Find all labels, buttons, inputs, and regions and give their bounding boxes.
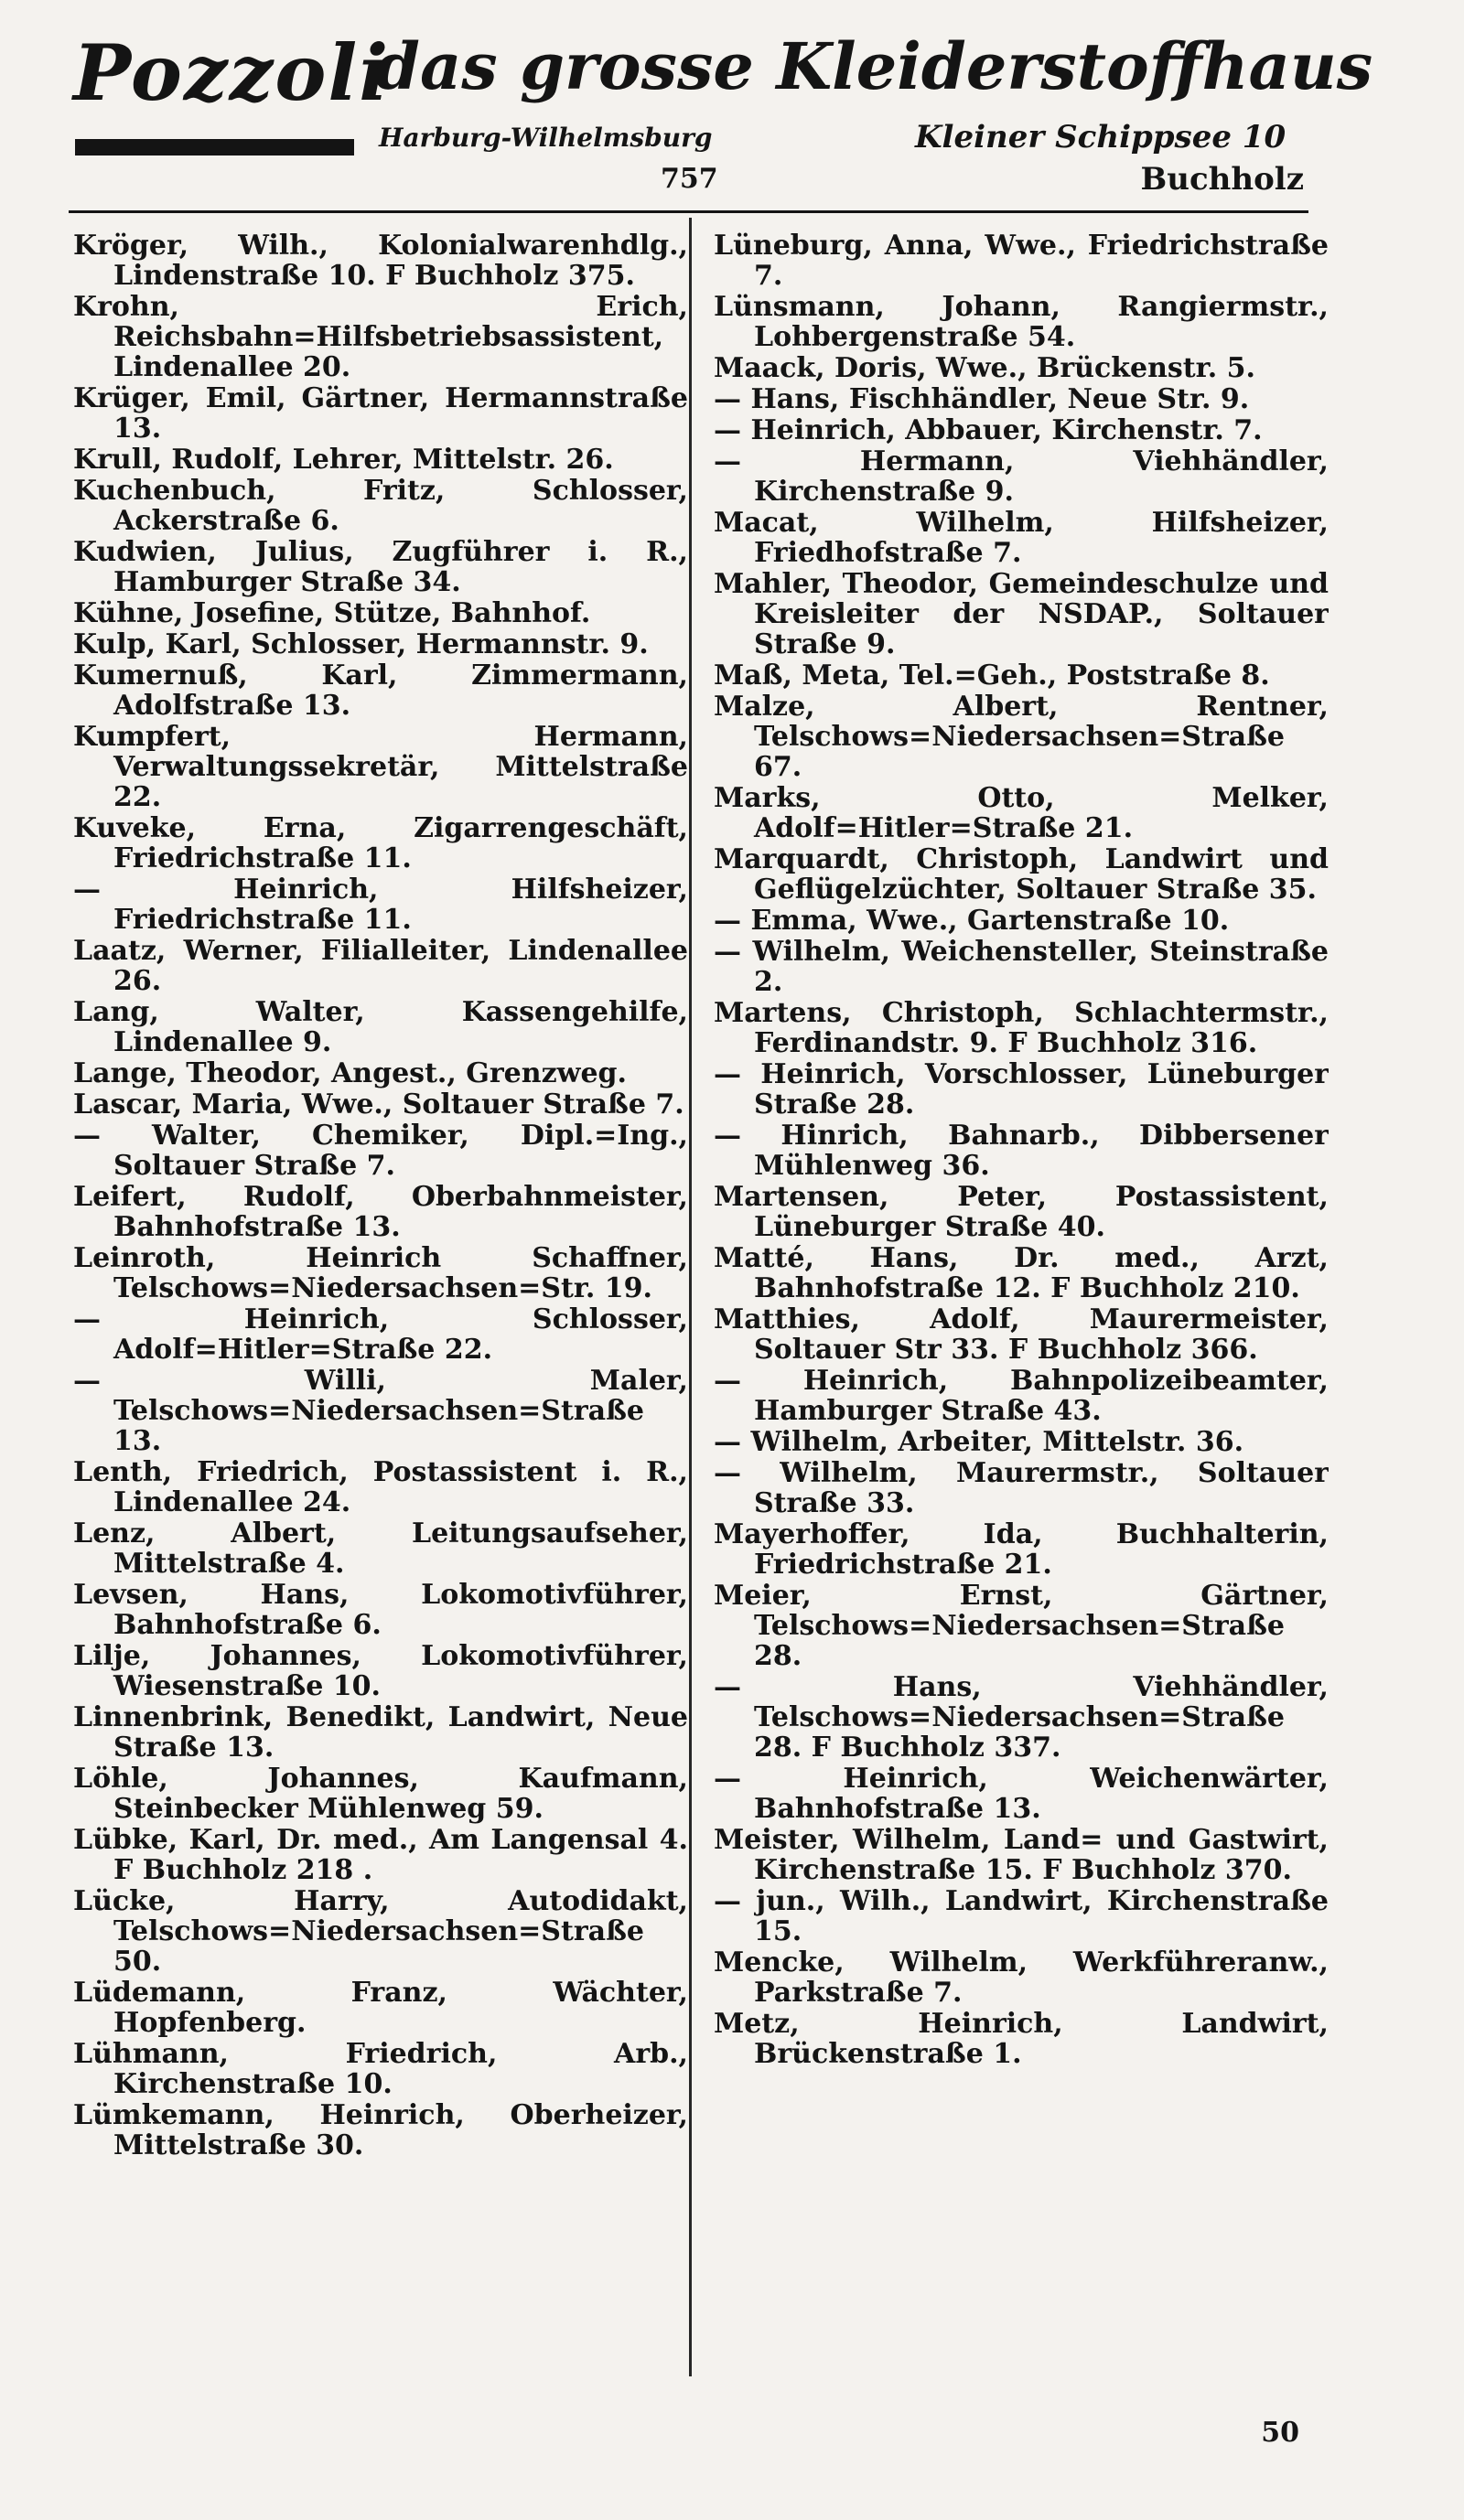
directory-entry: Krüger, Emil, Gärtner, Hermannstraße 13. — [73, 382, 688, 445]
directory-entry: — Hinrich, Bahnarb., Dibbersener Mühlenweg 36. — [714, 1120, 1329, 1182]
page-number: 757 — [661, 163, 718, 195]
directory-entry: Lilje, Johannes, Lokomotivführer, Wiesenstraße 10. — [73, 1640, 688, 1702]
directory-entry: Lascar, Maria, Wwe., Soltauer Straße 7. — [73, 1088, 684, 1121]
directory-entry: — Walter, Chemiker, Dipl.=Ing., Soltauer Straße 7. — [73, 1120, 688, 1182]
directory-entry: Lümkemann, Heinrich, Oberheizer, Mittelstraße 30. — [73, 2099, 688, 2161]
directory-entry: Linnenbrink, Benedikt, Landwirt, Neue Straße 13. — [73, 1701, 688, 1764]
directory-entry: — Heinrich, Weichenwärter, Bahnhofstraße 13. — [714, 1763, 1329, 1825]
directory-entry: Lang, Walter, Kassengehilfe, Lindenallee 9. — [73, 996, 688, 1058]
directory-entry: — Heinrich, Hilfsheizer, Friedrichstraße 11. — [73, 874, 688, 936]
right-column — [714, 231, 1329, 2380]
directory-entry: — Heinrich, Abbauer, Kirchenstr. 7. — [714, 414, 1263, 446]
advertisement-header — [73, 27, 1373, 155]
directory-entry: Kumpfert, Hermann, Verwaltungssekretär, Mittelstraße 22. — [73, 721, 688, 813]
directory-entry: Kumernuß, Karl, Zimmermann, Adolfstraße 13. — [73, 659, 688, 722]
directory-entry: — Hans, Viehhändler, Telschows=Niedersachsen=Straße 28. F Buchholz 337. — [714, 1671, 1329, 1764]
left-column — [73, 231, 688, 2380]
directory-entry: — Wilhelm, Arbeiter, Mittelstr. 36. — [714, 1426, 1244, 1458]
directory-entry: Marks, Otto, Melker, Adolf=Hitler=Straße 21. — [714, 782, 1329, 844]
column-divider — [689, 218, 692, 2376]
directory-entry: Maß, Meta, Tel.=Geh., Poststraße 8. — [714, 659, 1270, 692]
directory-entry: Meier, Ernst, Gärtner, Telschows=Niedersachsen=Straße 28. — [714, 1580, 1329, 1672]
directory-entry: Martensen, Peter, Postassistent, Lüneburger Straße 40. — [714, 1181, 1329, 1243]
directory-entry: Löhle, Johannes, Kaufmann, Steinbecker Mühlenweg 59. — [73, 1763, 688, 1825]
directory-entry: — Hermann, Viehhändler, Kirchenstraße 9. — [714, 445, 1329, 508]
directory-entry: — Hans, Fischhändler, Neue Str. 9. — [714, 383, 1250, 415]
directory-entry: Lünsmann, Johann, Rangiermstr., Lohbergenstraße 54. — [714, 291, 1329, 353]
header-rule — [69, 210, 1308, 213]
directory-entry: Krohn, Erich, Reichsbahn=Hilfsbetriebsassistent, Lindenallee 20. — [73, 291, 688, 383]
directory-entry: Lange, Theodor, Angest., Grenzweg. — [73, 1057, 627, 1089]
directory-entry: Kröger, Wilh., Kolonialwarenhdlg., Lindenstraße 10. F Buchholz 375. — [73, 231, 688, 292]
directory-entry: Leifert, Rudolf, Oberbahnmeister, Bahnhofstraße 13. — [73, 1181, 688, 1243]
directory-entry: Kulp, Karl, Schlosser, Hermannstr. 9. — [73, 628, 649, 660]
directory-entry: Martens, Christoph, Schlachtermstr., Ferdinandstr. 9. F Buchholz 316. — [714, 997, 1329, 1059]
directory-entry: — jun., Wilh., Landwirt, Kirchenstraße 15. — [714, 1885, 1329, 1947]
directory-entry: Lenth, Friedrich, Postassistent i. R., Lindenallee 24. — [73, 1456, 688, 1518]
ad-brand-name: Pozzoli — [73, 27, 391, 118]
directory-entry: Malze, Albert, Rentner, Telschows=Niedersachsen=Straße 67. — [714, 691, 1329, 783]
directory-entry: Levsen, Hans, Lokomotivführer, Bahnhofstraße 6. — [73, 1579, 688, 1641]
ad-slogan: das grosse Kleiderstoffhaus — [375, 28, 1373, 104]
directory-entry: — Wilhelm, Maurermstr., Soltauer Straße 33. — [714, 1457, 1329, 1519]
directory-entry: Meister, Wilhelm, Land= und Gastwirt, Kirchenstraße 15. F Buchholz 370. — [714, 1824, 1329, 1886]
directory-entry: Lüneburg, Anna, Wwe., Friedrichstraße 7. — [714, 231, 1329, 292]
directory-entry: Maack, Doris, Wwe., Brückenstr. 5. — [714, 352, 1255, 384]
directory-entry: Matté, Hans, Dr. med., Arzt, Bahnhofstraße 12. F Buchholz 210. — [714, 1242, 1329, 1304]
directory-entry: Kuchenbuch, Fritz, Schlosser, Ackerstraße 6. — [73, 475, 688, 537]
directory-entry: Kudwien, Julius, Zugführer i. R., Hamburger Straße 34. — [73, 536, 688, 598]
directory-entry: — Heinrich, Schlosser, Adolf=Hitler=Straße 22. — [73, 1303, 688, 1366]
directory-entry: Kuveke, Erna, Zigarrengeschäft, Friedrichstraße 11. — [73, 812, 688, 874]
directory-entry: Leinroth, Heinrich Schaffner, Telschows=Niedersachsen=Str. 19. — [73, 1242, 688, 1304]
sheet-number: 50 — [1261, 2417, 1299, 2449]
running-head-place: Buchholz — [1140, 161, 1304, 198]
directory-entry: Mahler, Theodor, Gemeindeschulze und Kreisleiter der NSDAP., Soltauer Straße 9. — [714, 568, 1329, 660]
directory-entry: — Wilhelm, Weichensteller, Steinstraße 2. — [714, 936, 1329, 998]
directory-entry: Metz, Heinrich, Landwirt, Brückenstraße 1. — [714, 2008, 1329, 2070]
directory-entry: Laatz, Werner, Filialleiter, Lindenallee 26. — [73, 935, 688, 997]
directory-entry: Lücke, Harry, Autodidakt, Telschows=Niedersachsen=Straße 50. — [73, 1885, 688, 1978]
directory-entry: Lüdemann, Franz, Wächter, Hopfenberg. — [73, 1977, 688, 2039]
ad-address: Kleiner Schippsee 10 — [915, 119, 1286, 155]
directory-entry: Kühne, Josefine, Stütze, Bahnhof. — [73, 597, 591, 629]
directory-entry: Matthies, Adolf, Maurermeister, Soltauer Str 33. F Buchholz 366. — [714, 1303, 1329, 1366]
ad-city: Harburg-Wilhelmsburg — [379, 123, 713, 153]
ad-brand-underline — [75, 139, 354, 155]
directory-entry: Macat, Wilhelm, Hilfsheizer, Friedhofstraße 7. — [714, 507, 1329, 569]
directory-entry: — Willi, Maler, Telschows=Niedersachsen=Straße 13. — [73, 1365, 688, 1457]
directory-entry: Mayerhoffer, Ida, Buchhalterin, Friedrichstraße 21. — [714, 1518, 1329, 1581]
directory-entry: Lübke, Karl, Dr. med., Am Langensal 4. F Buchholz 218 . — [73, 1824, 688, 1886]
directory-entry: — Heinrich, Bahnpolizeibeamter, Hamburger Straße 43. — [714, 1365, 1329, 1427]
directory-entry: — Heinrich, Vorschlosser, Lüneburger Straße 28. — [714, 1058, 1329, 1121]
directory-entry: — Emma, Wwe., Gartenstraße 10. — [714, 905, 1230, 937]
directory-entry: Lenz, Albert, Leitungsaufseher, Mittelstraße 4. — [73, 1517, 688, 1580]
directory-entry: Marquardt, Christoph, Landwirt und Geflügelzüchter, Soltauer Straße 35. — [714, 843, 1329, 906]
directory-entry: Mencke, Wilhelm, Werkführeranw., Parkstraße 7. — [714, 1946, 1329, 2009]
directory-entry: Lühmann, Friedrich, Arb., Kirchenstraße 10. — [73, 2038, 688, 2100]
directory-entry: Krull, Rudolf, Lehrer, Mittelstr. 26. — [73, 444, 614, 476]
